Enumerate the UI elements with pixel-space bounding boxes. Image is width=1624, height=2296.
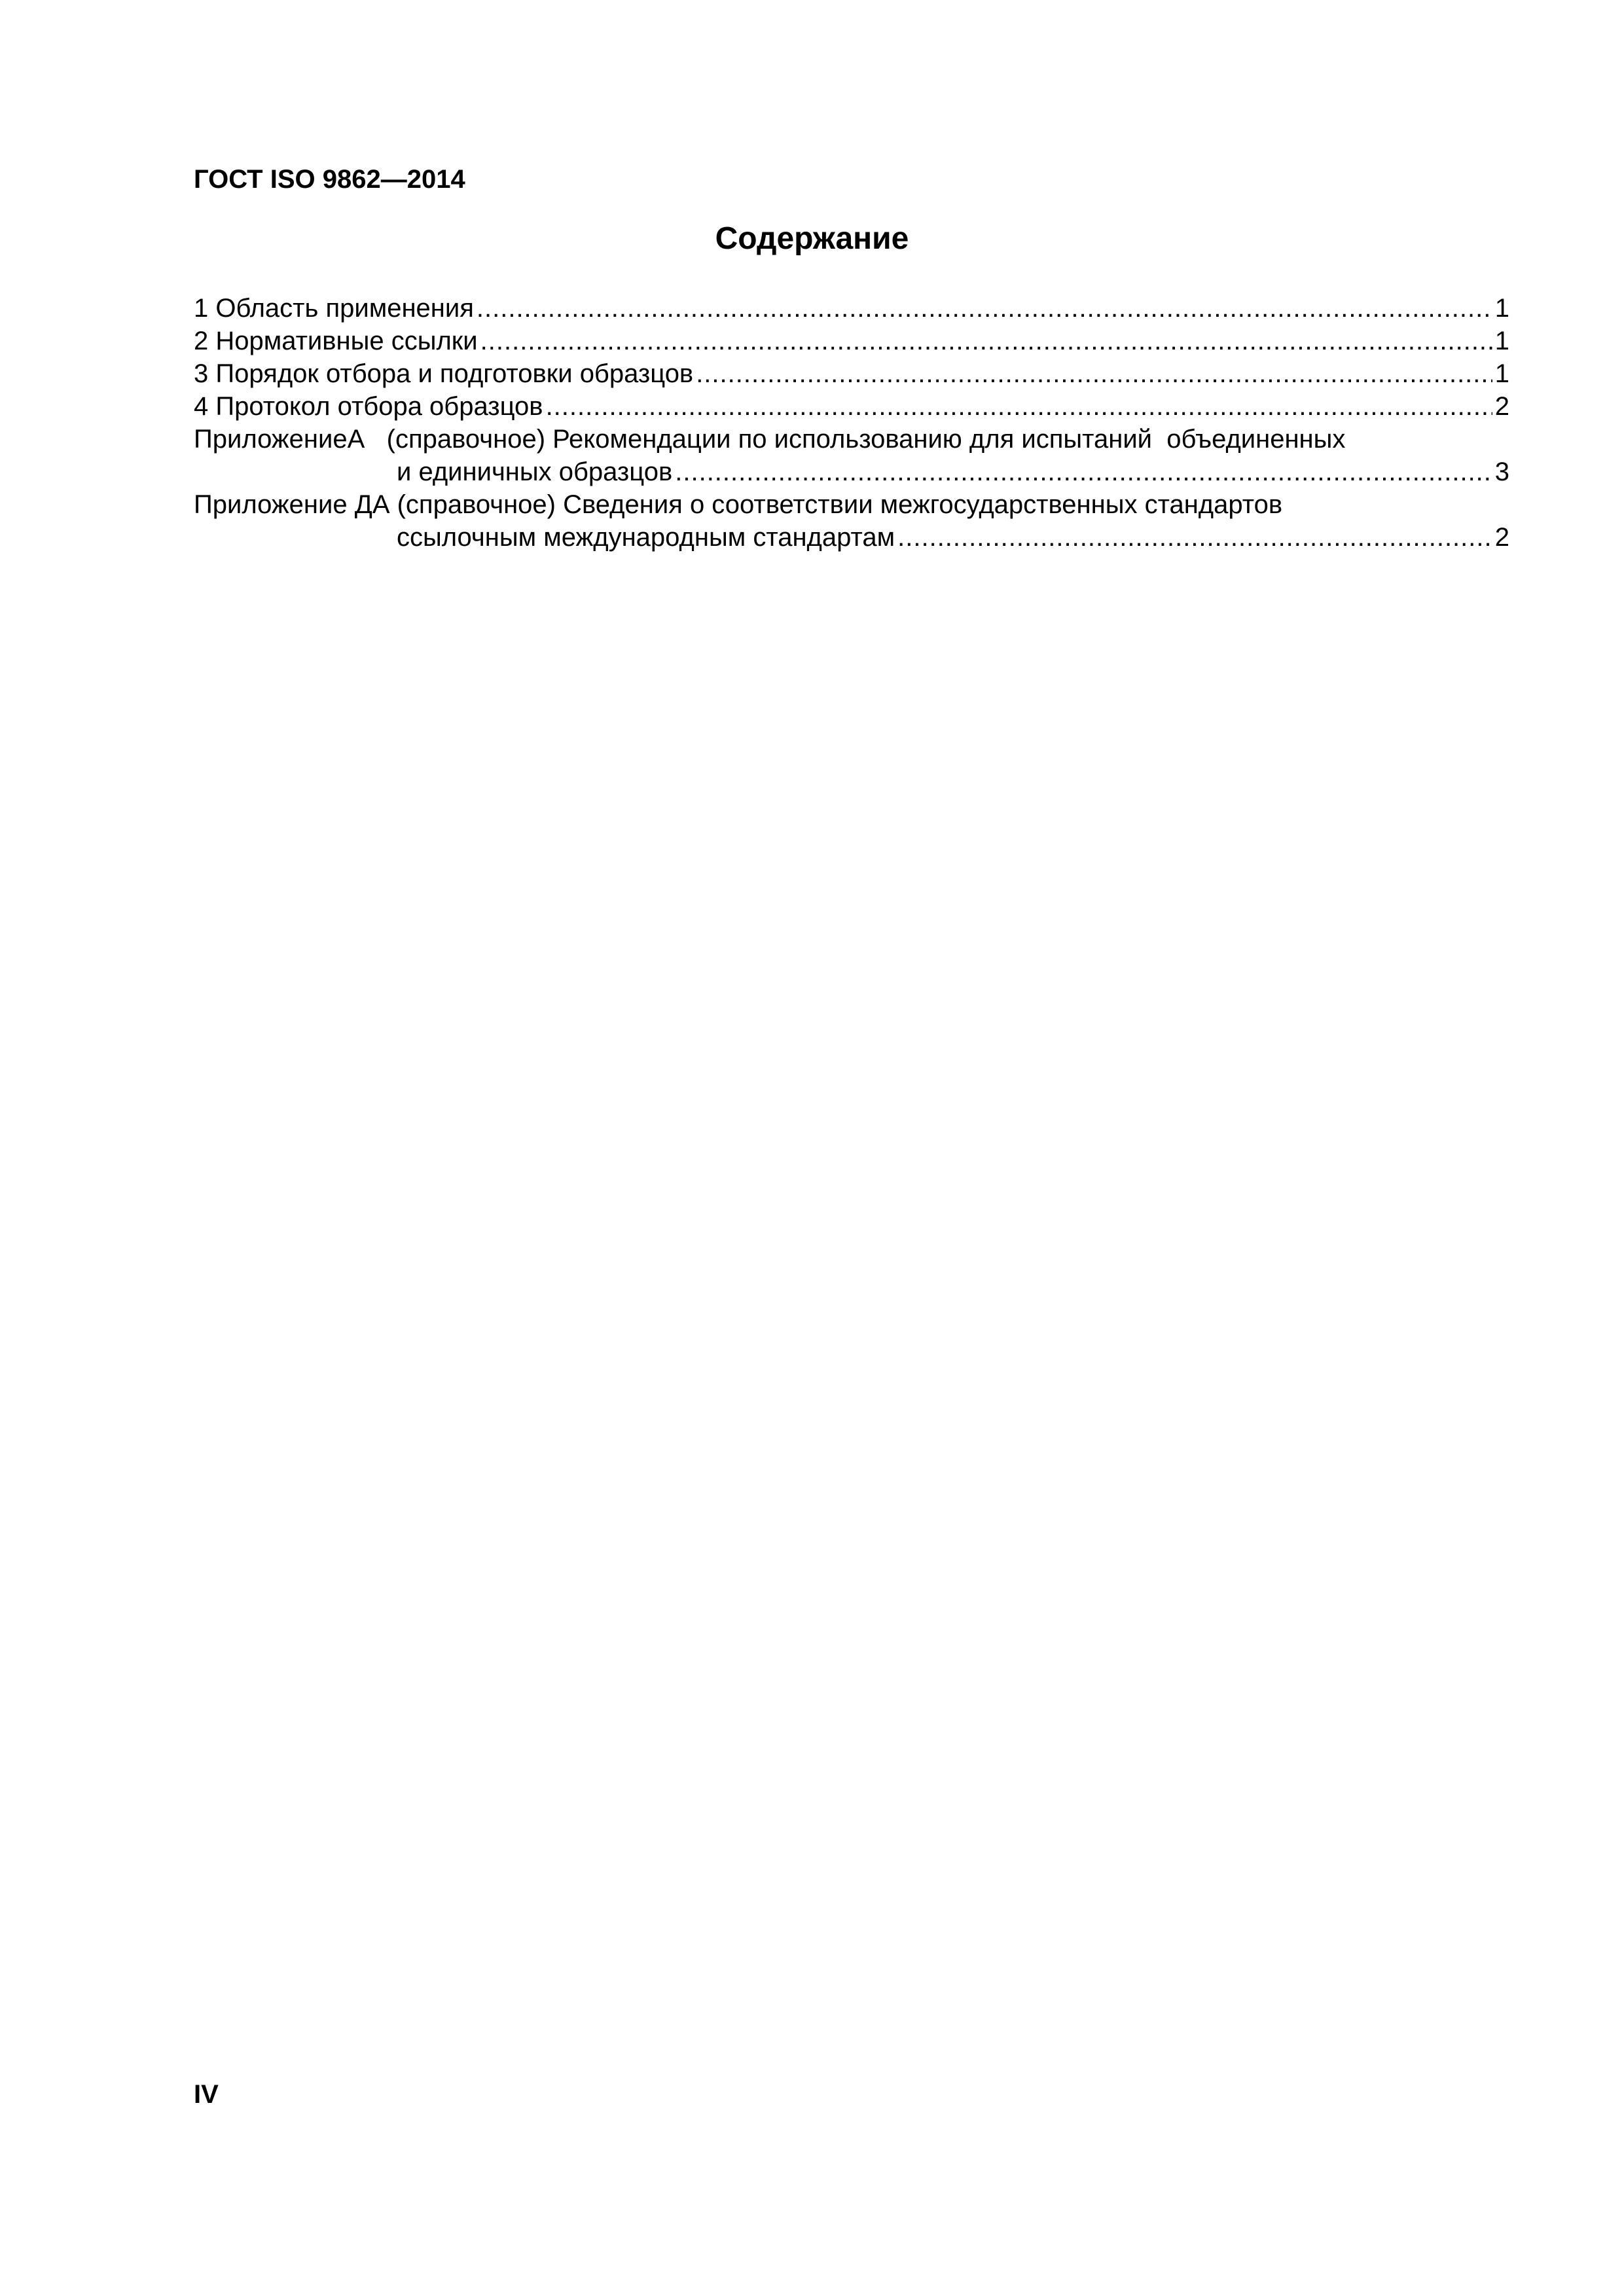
toc-entry-line bbox=[194, 488, 1509, 521]
toc-dot-leader bbox=[480, 325, 1492, 357]
toc-entry-text: 4 Протокол отбора образцов bbox=[194, 392, 543, 421]
toc-entry-scope[interactable] bbox=[194, 292, 1509, 325]
toc-dot-leader bbox=[477, 292, 1492, 325]
toc-entry-line bbox=[194, 423, 1509, 456]
toc-entry-text: и единичных образцов bbox=[397, 457, 673, 486]
document-id: ГОСТ ISO 9862—2014 bbox=[194, 165, 465, 194]
toc-entry-line bbox=[194, 456, 1509, 488]
toc-entry-text: 2 Нормативные ссылки bbox=[194, 327, 478, 355]
table-of-contents bbox=[194, 292, 1509, 554]
toc-entry-page: 1 bbox=[1494, 327, 1509, 355]
toc-title: Содержание bbox=[715, 221, 909, 256]
toc-entry-sampling-procedure[interactable] bbox=[194, 357, 1509, 390]
toc-entry-text: 1 Область применения bbox=[194, 294, 474, 323]
toc-entry-line bbox=[194, 521, 1509, 554]
page-number: IV bbox=[194, 2080, 219, 2109]
toc-entry-text: ссылочным международным стандартам bbox=[397, 523, 895, 552]
toc-dot-leader bbox=[897, 521, 1492, 554]
toc-entry-page: 2 bbox=[1494, 523, 1509, 552]
toc-entry-sampling-report[interactable] bbox=[194, 390, 1509, 423]
toc-entry-page: 3 bbox=[1494, 457, 1509, 486]
toc-dot-leader bbox=[696, 357, 1492, 390]
toc-entry-text: Приложение ДА (справочное) Сведения о соответствии межгосударственных стандартов bbox=[194, 490, 1283, 519]
toc-entry-normative-references[interactable] bbox=[194, 325, 1509, 357]
toc-entry-page: 1 bbox=[1494, 294, 1509, 323]
toc-entry-text: 3 Порядок отбора и подготовки образцов bbox=[194, 359, 694, 388]
toc-entry-annex-da[interactable] bbox=[194, 488, 1509, 554]
toc-entry-page: 1 bbox=[1494, 359, 1509, 388]
toc-dot-leader bbox=[675, 456, 1492, 488]
toc-dot-leader bbox=[546, 390, 1492, 423]
toc-entry-page: 2 bbox=[1494, 392, 1509, 421]
toc-entry-text: ПриложениеА (справочное) Рекомендации по использованию для испытаний объединенных bbox=[194, 425, 1346, 454]
toc-entry-annex-a[interactable] bbox=[194, 423, 1509, 488]
